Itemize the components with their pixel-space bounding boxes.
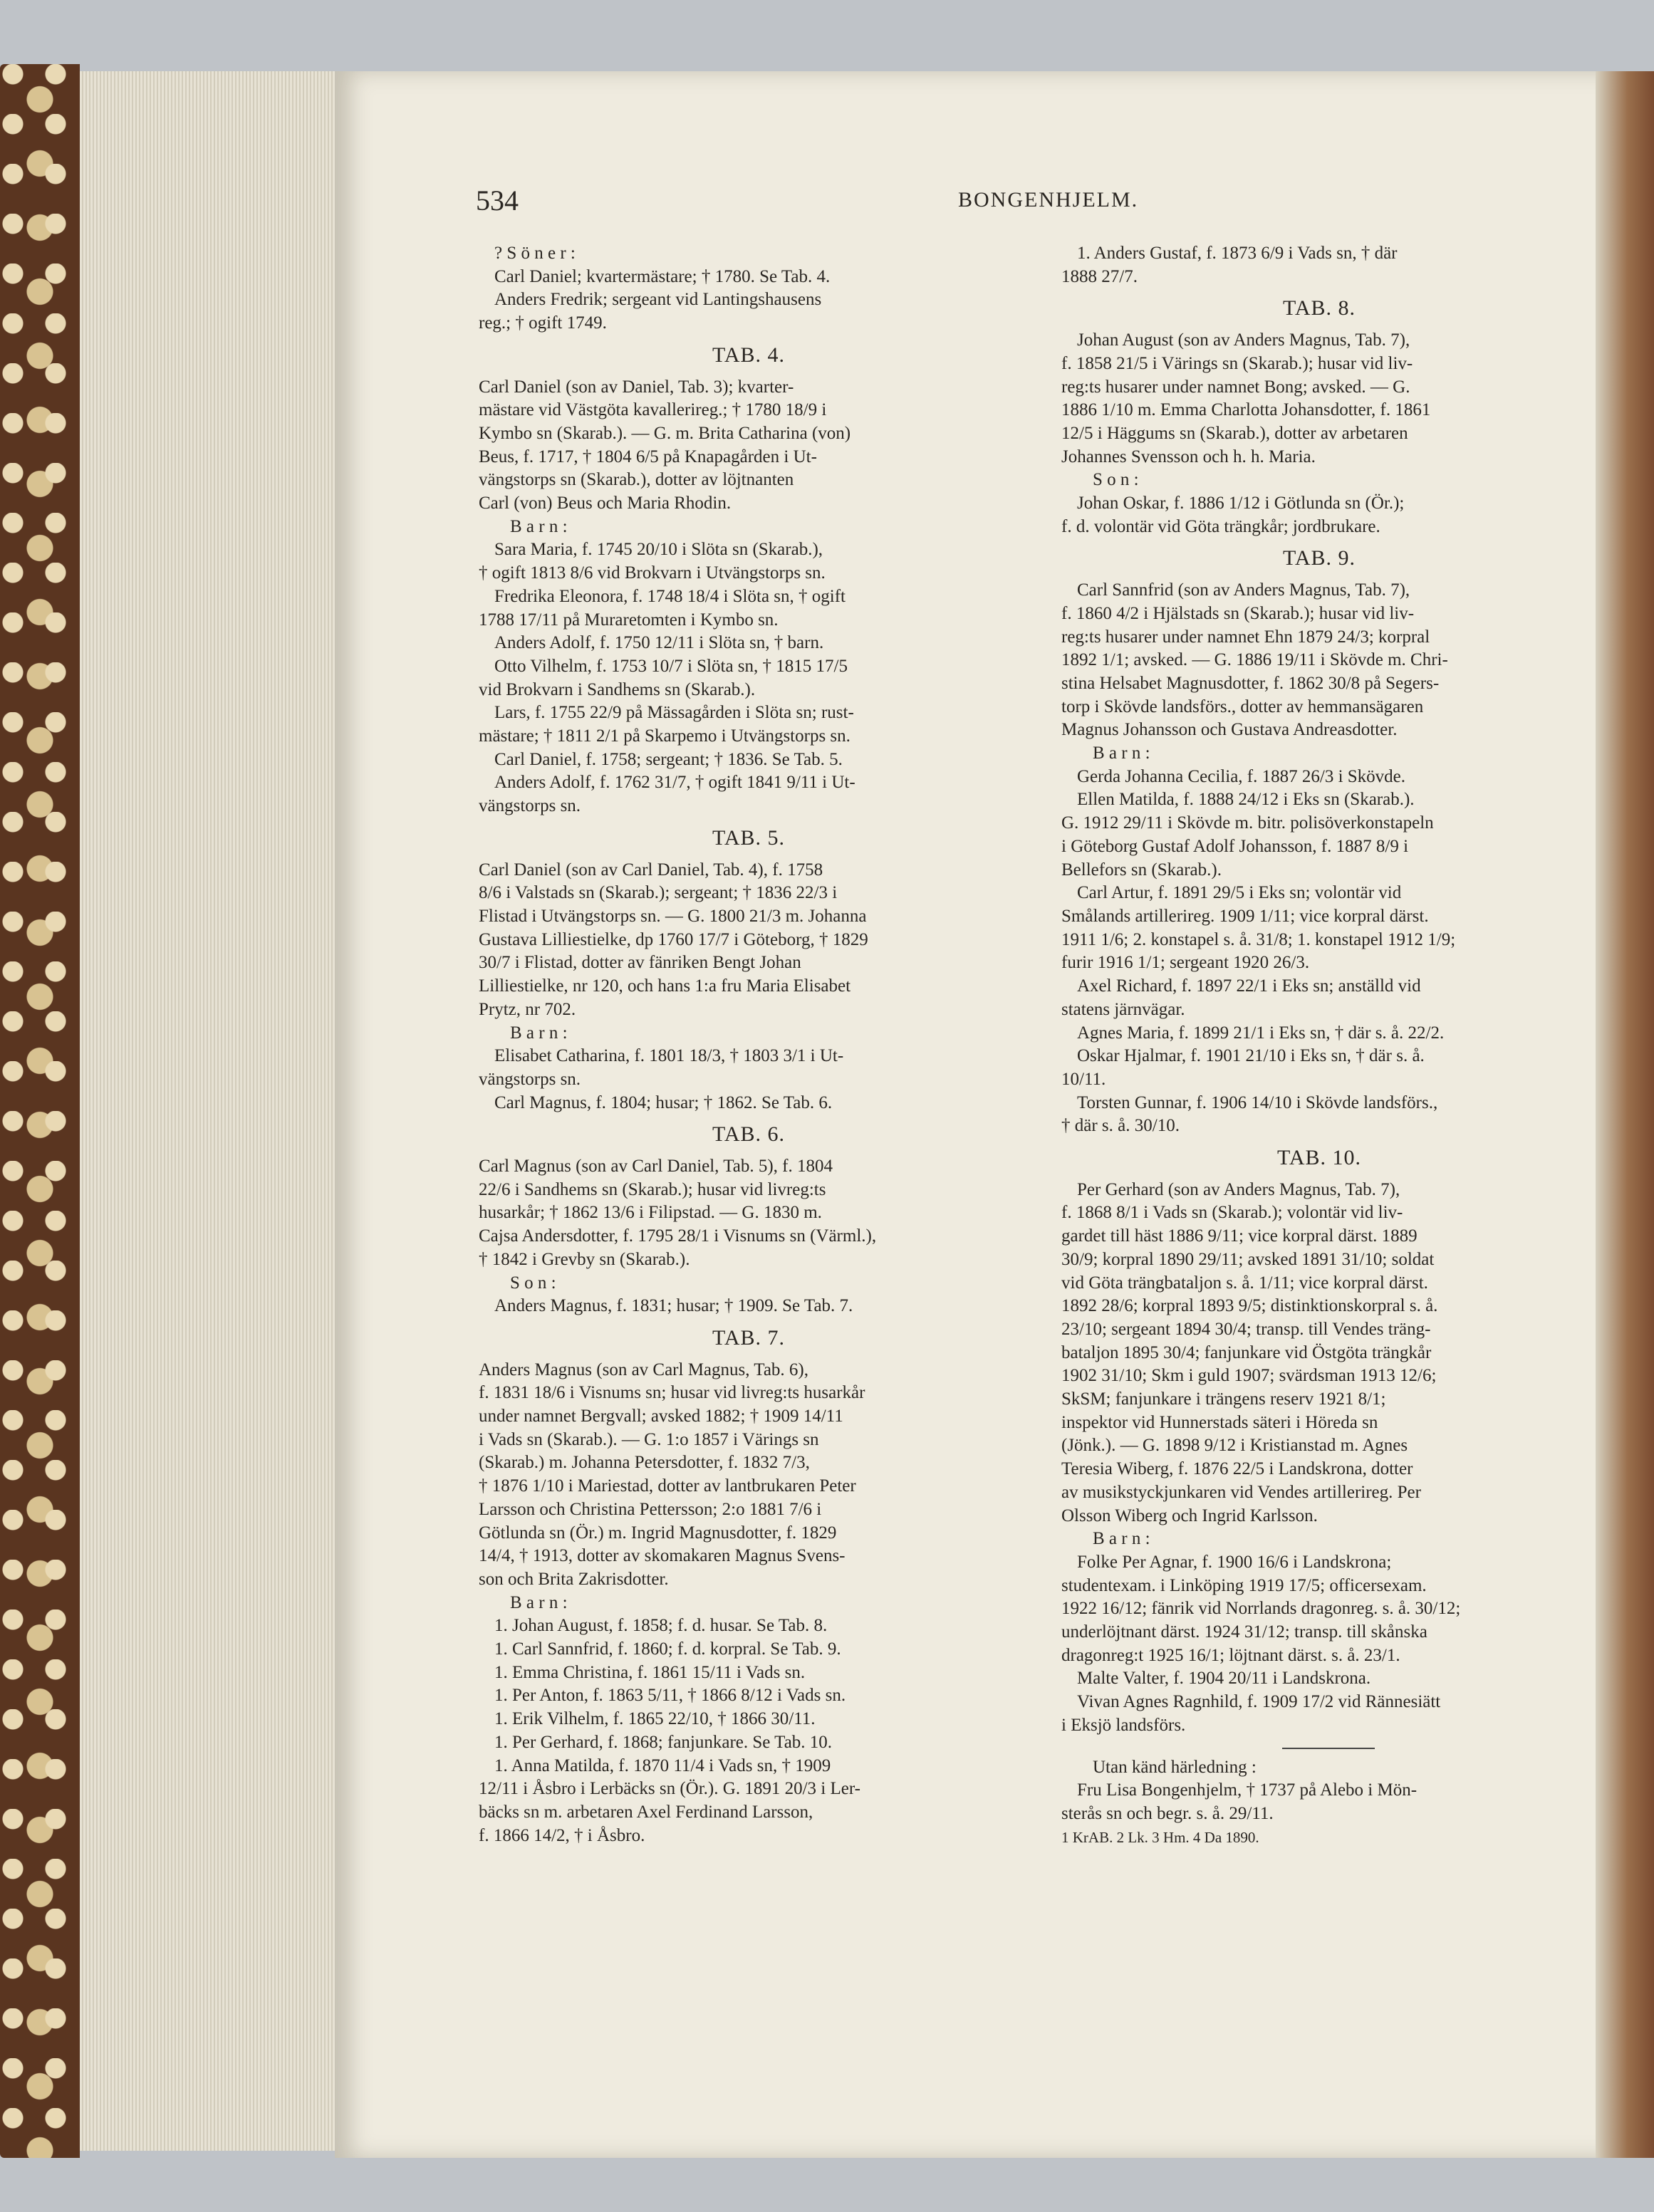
- text-line: Utan känd härledning :: [1093, 1757, 1257, 1777]
- text-line: Carl Daniel (son av Carl Daniel, Tab. 4), f. 1758: [479, 860, 823, 880]
- text-line: B a r n :: [510, 516, 568, 536]
- text-line: (Jönk.). — G. 1898 9/12 i Kristianstad m. Agnes: [1061, 1436, 1408, 1456]
- text-line: torp i Skövde landsförs., dotter av hemmansägaren: [1061, 697, 1424, 716]
- text-line: SkSM; fanjunkare i trängens reserv 1921 8/1;: [1061, 1389, 1386, 1409]
- table-heading: TAB. 8.: [1282, 297, 1356, 320]
- text-line: Carl (von) Beus och Maria Rhodin.: [479, 494, 732, 513]
- text-line: 1886 1/10 m. Emma Charlotta Johansdotter, f. 1861: [1061, 400, 1431, 420]
- text-line: B a r n :: [1093, 744, 1150, 763]
- text-line: inspektor vid Hunnerstads säteri i Höreda sn: [1061, 1412, 1378, 1432]
- text-line: Carl Magnus, f. 1804; husar; † 1862. Se Tab. 6.: [494, 1092, 833, 1112]
- text-line: Kymbo sn (Skarab.). — G. m. Brita Catharina (von): [479, 423, 851, 443]
- text-line: Carl Daniel (son av Daniel, Tab. 3); kvarter-: [479, 377, 794, 397]
- text-line: 8/6 i Valstads sn (Skarab.); sergeant; † 1836 22/3 i: [479, 883, 838, 903]
- text-line: f. 1868 8/1 i Vads sn (Skarab.); volontär vid liv-: [1061, 1203, 1403, 1223]
- text-line: 1902 31/10; Skm i guld 1907; svärdsman 1913 12/6;: [1061, 1366, 1437, 1386]
- text-line: Larsson och Christina Pettersson; 2:o 1881 7/6 i: [479, 1499, 822, 1519]
- text-line: 12/11 i Åsbro i Lerbäcks sn (Ör.). G. 1891 20/3 i Ler-: [479, 1779, 860, 1799]
- text-line: Anders Adolf, f. 1750 12/11 i Slöta sn, † barn.: [494, 633, 824, 653]
- text-line: vängstorps sn (Skarab.), dotter av löjtnanten: [479, 470, 794, 490]
- table-heading: TAB. 4.: [712, 343, 786, 367]
- text-line: stina Helsabet Magnusdotter, f. 1862 30/8 på Segers-: [1061, 673, 1440, 693]
- text-line: Malte Valter, f. 1904 20/11 i Landskrona.: [1077, 1669, 1371, 1689]
- text-line: Magnus Johansson och Gustava Andreasdotter.: [1061, 720, 1398, 740]
- text-line: 23/10; sergeant 1894 30/4; transp. till Vendes träng-: [1061, 1319, 1431, 1339]
- text-line: 1. Per Gerhard, f. 1868; fanjunkare. Se Tab. 10.: [494, 1732, 833, 1752]
- text-line: S o n :: [1093, 470, 1139, 490]
- text-line: Gustava Lilliestielke, dp 1760 17/7 i Göteborg, † 1829: [479, 929, 868, 949]
- text-line: 1. Erik Vilhelm, f. 1865 22/10, † 1866 30/11.: [494, 1709, 816, 1729]
- text-line: dragonreg:t 1925 16/1; löjtnant därst. s. å. 23/1.: [1061, 1645, 1400, 1665]
- text-line: f. 1860 4/2 i Hjälstads sn (Skarab.); husar vid liv-: [1061, 603, 1415, 623]
- text-line: Lilliestielke, nr 120, och hans 1:a fru Maria Elisabet: [479, 976, 851, 996]
- text-line: Beus, f. 1717, † 1804 6/5 på Knapagården i Ut-: [479, 447, 817, 466]
- text-line: 1788 17/11 på Muraretomten i Kymbo sn.: [479, 610, 779, 630]
- text-line: 1. Per Anton, f. 1863 5/11, † 1866 8/12 i Vads sn.: [494, 1686, 846, 1706]
- text-line: mästare; † 1811 2/1 på Skarpemo i Utvängstorps sn.: [479, 726, 851, 746]
- text-line: f. 1866 14/2, † i Åsbro.: [479, 1825, 645, 1845]
- text-line: f. 1831 18/6 i Visnums sn; husar vid livreg:ts husarkår: [479, 1383, 865, 1403]
- text-line: Götlunda sn (Ör.) m. Ingrid Magnusdotter, f. 1829: [479, 1523, 837, 1543]
- text-line: 1911 1/6; 2. konstapel s. å. 31/8; 1. konstapel 1912 1/9;: [1061, 929, 1456, 949]
- text-line: bataljon 1895 30/4; fanjunkare vid Östgöta trängkår: [1061, 1342, 1432, 1362]
- text-line: furir 1916 1/1; sergeant 1920 26/3.: [1061, 953, 1310, 973]
- text-line: studentexam. i Linköping 1919 17/5; officersexam.: [1061, 1575, 1427, 1595]
- text-line: Oskar Hjalmar, f. 1901 21/10 i Eks sn, † där s. å.: [1077, 1046, 1425, 1066]
- text-line: 1892 1/1; avsked. — G. 1886 19/11 i Skövde m. Chri-: [1061, 650, 1448, 670]
- text-line: Gerda Johanna Cecilia, f. 1887 26/3 i Skövde.: [1077, 766, 1406, 786]
- text-line: Folke Per Agnar, f. 1900 16/6 i Landskrona;: [1077, 1552, 1392, 1572]
- text-line: 30/7 i Flistad, dotter av fänriken Bengt Johan: [479, 953, 801, 973]
- text-line: 1. Carl Sannfrid, f. 1860; f. d. korpral. Se Tab. 9.: [494, 1639, 841, 1659]
- right-text-column: [1061, 242, 1577, 1849]
- text-line: S o n :: [510, 1273, 556, 1293]
- text-line: 1. Johan August, f. 1858; f. d. husar. Se Tab. 8.: [494, 1616, 828, 1636]
- left-text-column: [479, 242, 1019, 1847]
- text-line: 1. Anders Gustaf, f. 1873 6/9 i Vads sn, † där: [1077, 244, 1398, 263]
- text-line: vid Brokvarn i Sandhems sn (Skarab.).: [479, 679, 756, 699]
- text-line: † ogift 1813 8/6 vid Brokvarn i Utvängstorps sn.: [479, 563, 826, 583]
- text-line: Anders Magnus, f. 1831; husar; † 1909. Se Tab. 7.: [494, 1296, 853, 1316]
- text-line: Carl Daniel; kvartermästare; † 1780. Se Tab. 4.: [494, 266, 831, 286]
- text-line: Teresia Wiberg, f. 1876 22/5 i Landskrona, dotter: [1061, 1459, 1413, 1479]
- text-line: Agnes Maria, f. 1899 21/1 i Eks sn, † där s. å. 22/2.: [1077, 1023, 1445, 1043]
- text-line: i Göteborg Gustaf Adolf Johansson, f. 1887 8/9 i: [1061, 836, 1409, 856]
- table-heading: TAB. 5.: [712, 826, 786, 850]
- text-line: Johan Oskar, f. 1886 1/12 i Götlunda sn (Ör.);: [1077, 494, 1405, 513]
- text-line: Sara Maria, f. 1745 20/10 i Slöta sn (Skarab.),: [494, 540, 823, 560]
- book-spine-right: [1596, 71, 1654, 2158]
- text-line: son och Brita Zakrisdotter.: [479, 1569, 669, 1589]
- text-line: 1. Emma Christina, f. 1861 15/11 i Vads sn.: [494, 1662, 806, 1682]
- text-line: G. 1912 29/11 i Skövde m. bitr. polisöverkonstapeln: [1061, 813, 1434, 833]
- text-line: Lars, f. 1755 22/9 på Mässagården i Slöta sn; rust-: [494, 703, 854, 723]
- text-line: Carl Artur, f. 1891 29/5 i Eks sn; volontär vid: [1077, 883, 1402, 903]
- text-line: Carl Sannfrid (son av Anders Magnus, Tab. 7),: [1077, 580, 1410, 600]
- text-line: Cajsa Andersdotter, f. 1795 28/1 i Visnums sn (Värml.),: [479, 1226, 877, 1246]
- text-line: Flistad i Utvängstorps sn. — G. 1800 21/3 m. Johanna: [479, 906, 867, 926]
- text-line: Fredrika Eleonora, f. 1748 18/4 i Slöta sn, † ogift: [494, 586, 846, 606]
- text-line: † 1842 i Grevby sn (Skarab.).: [479, 1249, 690, 1269]
- text-line: Johannes Svensson och h. h. Maria.: [1061, 447, 1316, 466]
- text-line: 1922 16/12; fänrik vid Norrlands dragonreg. s. å. 30/12;: [1061, 1599, 1461, 1619]
- page-edges: [80, 71, 343, 2151]
- text-line: underlöjtnant därst. 1924 31/12; transp. till skånska: [1061, 1622, 1427, 1642]
- text-line: B a r n :: [510, 1023, 568, 1043]
- table-heading: TAB. 7.: [712, 1326, 786, 1350]
- text-line: 14/4, † 1913, dotter av skomakaren Magnus Svens-: [479, 1546, 846, 1566]
- text-line: statens järnvägar.: [1061, 999, 1185, 1019]
- text-line: gardet till häst 1886 9/11; vice korpral därst. 1889: [1061, 1226, 1418, 1246]
- text-line: ? S ö n e r :: [494, 244, 576, 263]
- running-head: BONGENHJELM.: [958, 188, 1139, 212]
- text-line: husarkår; † 1862 13/6 i Filipstad. — G. 1830 m.: [479, 1203, 822, 1223]
- text-line: Bellefors sn (Skarab.).: [1061, 860, 1222, 880]
- text-line: Per Gerhard (son av Anders Magnus, Tab. 7),: [1077, 1179, 1400, 1199]
- text-line: 1892 28/6; korpral 1893 9/5; distinktionskorpral s. å.: [1061, 1296, 1438, 1316]
- text-line: vängstorps sn.: [479, 796, 581, 816]
- divider-rule: [1282, 1748, 1375, 1749]
- text-line: Smålands artillerireg. 1909 1/11; vice korpral därst.: [1061, 906, 1429, 926]
- table-heading: TAB. 10.: [1276, 1147, 1362, 1170]
- text-line: Johan August (son av Anders Magnus, Tab. 7),: [1077, 330, 1410, 350]
- text-line: Anders Adolf, f. 1762 31/7, † ogift 1841 9/11 i Ut-: [494, 773, 855, 793]
- text-line: Axel Richard, f. 1897 22/1 i Eks sn; anställd vid: [1077, 976, 1421, 996]
- text-line: B a r n :: [510, 1592, 568, 1612]
- text-line: † där s. å. 30/10.: [1061, 1116, 1180, 1136]
- text-line: mästare vid Västgöta kavallerireg.; † 1780 18/9 i: [479, 400, 827, 420]
- text-line: Anders Fredrik; sergeant vid Lantingshausens: [494, 290, 822, 310]
- text-line: under namnet Bergvall; avsked 1882; † 1909 14/11: [479, 1407, 843, 1426]
- text-line: reg.; † ogift 1749.: [479, 313, 607, 333]
- text-line: reg:ts husarer under namnet Bong; avsked. — G.: [1061, 377, 1410, 397]
- footnote-line: 1 KrAB. 2 Lk. 3 Hm. 4 Da 1890.: [1061, 1828, 1259, 1846]
- text-line: av musikstyckjunkaren vid Vendes artillerireg. Per: [1061, 1482, 1421, 1502]
- text-line: i Eksjö landsförs.: [1061, 1715, 1186, 1735]
- page-number: 534: [476, 184, 519, 216]
- text-line: sterås sn och begr. s. å. 29/11.: [1061, 1804, 1274, 1823]
- text-line: Carl Daniel, f. 1758; sergeant; † 1836. Se Tab. 5.: [494, 749, 843, 769]
- text-line: (Skarab.) m. Johanna Petersdotter, f. 1832 7/3,: [479, 1453, 810, 1473]
- text-line: i Vads sn (Skarab.). — G. 1:o 1857 i Värings sn: [479, 1429, 819, 1449]
- text-line: 10/11.: [1061, 1069, 1106, 1089]
- text-line: reg:ts husarer under namnet Ehn 1879 24/3; korpral: [1061, 627, 1430, 647]
- text-line: B a r n :: [1093, 1529, 1150, 1549]
- table-heading: TAB. 6.: [712, 1123, 786, 1147]
- page-header: [0, 184, 1654, 216]
- text-line: Anders Magnus (son av Carl Magnus, Tab. 6),: [479, 1360, 809, 1379]
- text-line: Prytz, nr 702.: [479, 999, 576, 1019]
- text-line: 22/6 i Sandhems sn (Skarab.); husar vid livreg:ts: [479, 1179, 826, 1199]
- text-line: † 1876 1/10 i Mariestad, dotter av lantbrukaren Peter: [479, 1476, 856, 1496]
- text-line: Vivan Agnes Ragnhild, f. 1909 17/2 vid Rännesiätt: [1077, 1692, 1441, 1712]
- text-line: Fru Lisa Bongenhjelm, † 1737 på Alebo i Mön-: [1077, 1780, 1418, 1800]
- text-line: Ellen Matilda, f. 1888 24/12 i Eks sn (Skarab.).: [1077, 790, 1415, 810]
- text-line: Olsson Wiberg och Ingrid Karlsson.: [1061, 1506, 1318, 1525]
- text-line: vid Göta trängbataljon s. å. 1/11; vice korpral därst.: [1061, 1273, 1428, 1293]
- table-heading: TAB. 9.: [1282, 547, 1356, 570]
- book-cover-left: [0, 64, 80, 2158]
- text-line: Otto Vilhelm, f. 1753 10/7 i Slöta sn, † 1815 17/5: [494, 656, 848, 676]
- text-line: 12/5 i Häggums sn (Skarab.), dotter av arbetaren: [1061, 423, 1408, 443]
- text-line: 1. Anna Matilda, f. 1870 11/4 i Vads sn, † 1909: [494, 1755, 831, 1775]
- text-line: vängstorps sn.: [479, 1069, 581, 1089]
- text-line: bäcks sn m. arbetaren Axel Ferdinand Larsson,: [479, 1803, 813, 1822]
- text-line: Elisabet Catharina, f. 1801 18/3, † 1803 3/1 i Ut-: [494, 1046, 844, 1066]
- text-line: 30/9; korpral 1890 29/11; avsked 1891 31/10; soldat: [1061, 1249, 1435, 1269]
- text-line: Torsten Gunnar, f. 1906 14/10 i Skövde landsförs.,: [1077, 1092, 1438, 1112]
- text-line: Carl Magnus (son av Carl Daniel, Tab. 5), f. 1804: [479, 1157, 833, 1177]
- text-line: f. 1858 21/5 i Värings sn (Skarab.); husar vid liv-: [1061, 353, 1413, 373]
- text-line: 1888 27/7.: [1061, 266, 1138, 286]
- text-line: f. d. volontär vid Göta trängkår; jordbrukare.: [1061, 516, 1380, 536]
